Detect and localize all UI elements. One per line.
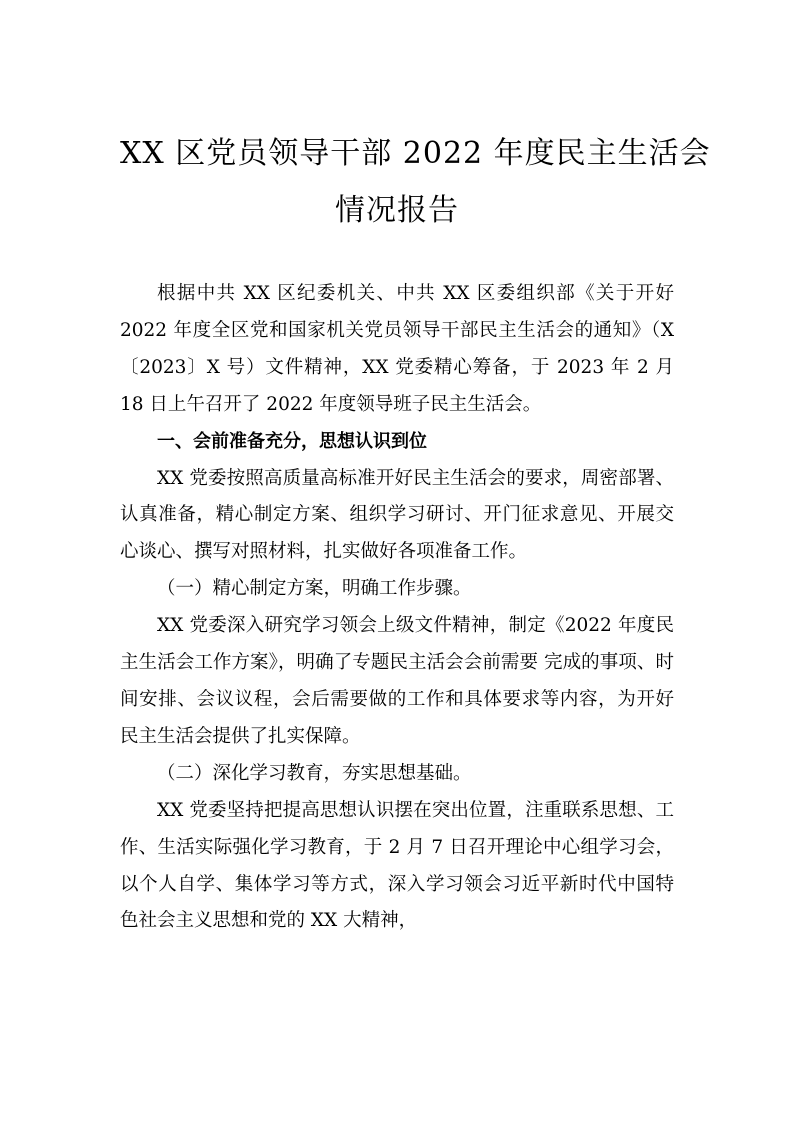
subsection-paragraph-1: XX 党委深入研究学习领会上级文件精神，制定《2022 年度民主生活会工作方案》，明确了专题民主活会会前需要 完成的事项、时间安排、会议议程，会后需要做的工作和具体要求等内容，为开好民主生活会提供了扎实保障。 [120, 615, 674, 747]
subsection-heading-1: （一）精心制定方案，明确工作步骤。 [157, 578, 472, 600]
document-title-line2: 情况报告 [335, 193, 459, 228]
section-paragraph-1: XX 党委按照高质量高标准开好民主生活会的要求，周密部署、认真准备，精心制定方案、组织学习研讨、开门征求意见、开展交心谈心、撰写对照材料，扎实做好各项准备工作。 [120, 467, 674, 563]
section-heading-1: 一、会前准备充分，思想认识到位 [157, 430, 427, 452]
intro-paragraph: 根据中共 XX 区纪委机关、中共 XX 区委组织部《关于开好 2022 年度全区党和国家机关党员领导干部民主生活会的通知》（X〔2023〕X 号）文件精神，XX 党委精心筹备，于 2023 年 2 月 18 日上午召开了 2022 年度领导班子民主生活会。 [120, 283, 674, 415]
subsection-heading-2: （二）深化学习教育，夯实思想基础。 [157, 762, 472, 784]
document-body [120, 276, 674, 940]
subsection-paragraph-2: XX 党委坚持把提高思想认识摆在突出位置，注重联系思想、工作、生活实际强化学习教育，于 2 月 7 日召开理论中心组学习会，以个人自学、集体学习等方式，深入学习领会习近平新时代中国特色社会主义思想和党的 XX 大精神， [120, 799, 674, 932]
document-title-line1: XX 区党员领导干部 2022 年度民主生活会 [120, 136, 711, 171]
